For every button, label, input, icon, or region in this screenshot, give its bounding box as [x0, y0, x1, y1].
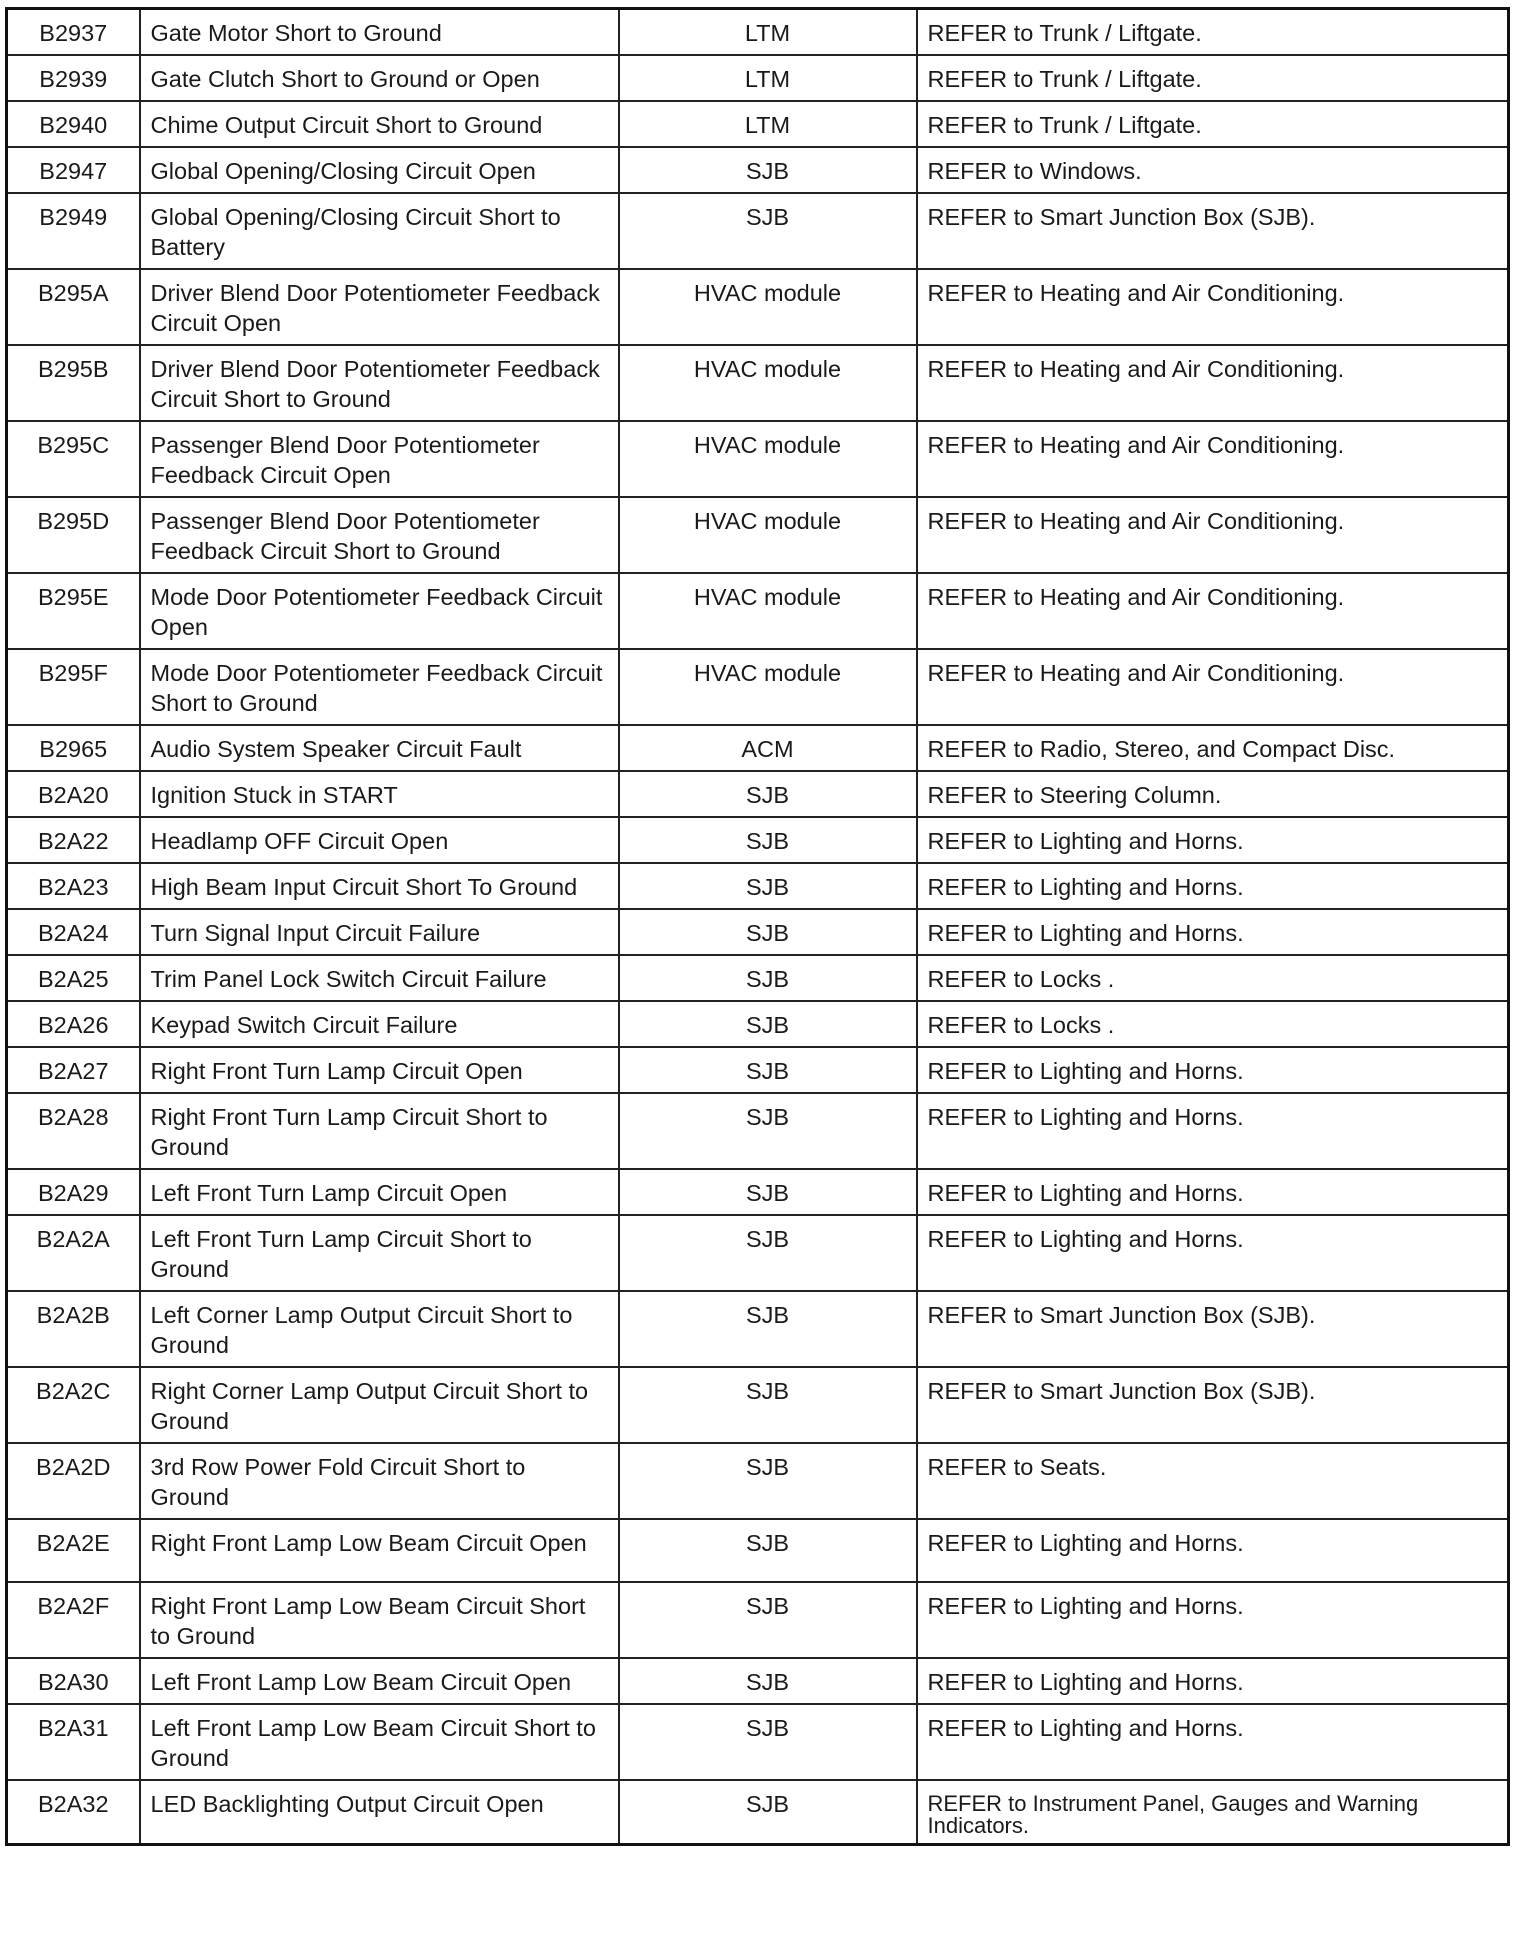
- dtc-code-cell: B2949: [7, 193, 140, 269]
- dtc-action-cell: REFER to Lighting and Horns.: [917, 1093, 1509, 1169]
- dtc-action-cell: REFER to Lighting and Horns.: [917, 1519, 1509, 1582]
- table-row: [7, 649, 1509, 725]
- dtc-code-cell: B2A32: [7, 1780, 140, 1845]
- table-row: [7, 1047, 1509, 1093]
- dtc-description-cell: 3rd Row Power Fold Circuit Short to Ground: [140, 1443, 619, 1519]
- dtc-action-cell: REFER to Seats.: [917, 1443, 1509, 1519]
- table-row: [7, 497, 1509, 573]
- table-row: [7, 725, 1509, 771]
- dtc-code-cell: B295C: [7, 421, 140, 497]
- dtc-code-cell: B2A28: [7, 1093, 140, 1169]
- dtc-action-cell: REFER to Heating and Air Conditioning.: [917, 269, 1509, 345]
- dtc-description-cell: Right Front Lamp Low Beam Circuit Short to Ground: [140, 1582, 619, 1658]
- table-row: [7, 1704, 1509, 1780]
- dtc-module-cell: SJB: [619, 771, 917, 817]
- dtc-description-cell: Trim Panel Lock Switch Circuit Failure: [140, 955, 619, 1001]
- dtc-action-cell: REFER to Lighting and Horns.: [917, 1169, 1509, 1215]
- dtc-description-cell: Driver Blend Door Potentiometer Feedback Circuit Short to Ground: [140, 345, 619, 421]
- dtc-description-cell: Gate Clutch Short to Ground or Open: [140, 55, 619, 101]
- table-row: [7, 9, 1509, 56]
- dtc-module-cell: HVAC module: [619, 649, 917, 725]
- table-row: [7, 1519, 1509, 1582]
- dtc-action-cell: REFER to Radio, Stereo, and Compact Disc.: [917, 725, 1509, 771]
- dtc-description-cell: Driver Blend Door Potentiometer Feedback Circuit Open: [140, 269, 619, 345]
- dtc-code-cell: B295B: [7, 345, 140, 421]
- dtc-action-cell: REFER to Instrument Panel, Gauges and Warning Indicators.: [917, 1780, 1509, 1845]
- dtc-action-cell: REFER to Lighting and Horns.: [917, 863, 1509, 909]
- dtc-module-cell: SJB: [619, 1215, 917, 1291]
- dtc-description-cell: Left Front Lamp Low Beam Circuit Short to Ground: [140, 1704, 619, 1780]
- dtc-action-cell: REFER to Smart Junction Box (SJB).: [917, 193, 1509, 269]
- dtc-module-cell: SJB: [619, 1582, 917, 1658]
- table-row: [7, 1001, 1509, 1047]
- dtc-code-cell: B2965: [7, 725, 140, 771]
- dtc-module-cell: SJB: [619, 1443, 917, 1519]
- dtc-action-cell: REFER to Heating and Air Conditioning.: [917, 649, 1509, 725]
- dtc-module-cell: LTM: [619, 55, 917, 101]
- dtc-code-cell: B2937: [7, 9, 140, 56]
- dtc-action-cell: REFER to Locks .: [917, 1001, 1509, 1047]
- dtc-action-cell: REFER to Trunk / Liftgate.: [917, 101, 1509, 147]
- dtc-code-cell: B2A2A: [7, 1215, 140, 1291]
- dtc-action-cell: REFER to Heating and Air Conditioning.: [917, 573, 1509, 649]
- dtc-code-cell: B2A22: [7, 817, 140, 863]
- dtc-module-cell: HVAC module: [619, 573, 917, 649]
- dtc-code-cell: B2A2C: [7, 1367, 140, 1443]
- dtc-module-cell: LTM: [619, 101, 917, 147]
- dtc-description-cell: Keypad Switch Circuit Failure: [140, 1001, 619, 1047]
- dtc-action-cell: REFER to Smart Junction Box (SJB).: [917, 1291, 1509, 1367]
- dtc-description-cell: Headlamp OFF Circuit Open: [140, 817, 619, 863]
- dtc-description-cell: Chime Output Circuit Short to Ground: [140, 101, 619, 147]
- dtc-description-cell: Global Opening/Closing Circuit Open: [140, 147, 619, 193]
- dtc-description-cell: Right Front Turn Lamp Circuit Open: [140, 1047, 619, 1093]
- dtc-code-cell: B2A20: [7, 771, 140, 817]
- table-row: [7, 909, 1509, 955]
- dtc-action-cell: REFER to Trunk / Liftgate.: [917, 9, 1509, 56]
- table-row: [7, 1658, 1509, 1704]
- dtc-description-cell: Left Front Turn Lamp Circuit Open: [140, 1169, 619, 1215]
- dtc-module-cell: SJB: [619, 955, 917, 1001]
- table-row: [7, 345, 1509, 421]
- dtc-action-cell: REFER to Lighting and Horns.: [917, 1704, 1509, 1780]
- table-row: [7, 1367, 1509, 1443]
- dtc-action-cell: REFER to Heating and Air Conditioning.: [917, 421, 1509, 497]
- table-row: [7, 863, 1509, 909]
- dtc-description-cell: Right Corner Lamp Output Circuit Short to Ground: [140, 1367, 619, 1443]
- dtc-code-cell: B2A31: [7, 1704, 140, 1780]
- dtc-module-cell: SJB: [619, 1291, 917, 1367]
- dtc-table: [5, 7, 1510, 1846]
- table-row: [7, 1291, 1509, 1367]
- dtc-module-cell: SJB: [619, 863, 917, 909]
- dtc-description-cell: High Beam Input Circuit Short To Ground: [140, 863, 619, 909]
- dtc-module-cell: SJB: [619, 817, 917, 863]
- dtc-action-cell: REFER to Lighting and Horns.: [917, 1582, 1509, 1658]
- table-row: [7, 1093, 1509, 1169]
- dtc-module-cell: HVAC module: [619, 345, 917, 421]
- dtc-action-cell: REFER to Steering Column.: [917, 771, 1509, 817]
- dtc-code-cell: B2A2F: [7, 1582, 140, 1658]
- dtc-description-cell: Right Front Turn Lamp Circuit Short to Ground: [140, 1093, 619, 1169]
- dtc-description-cell: Turn Signal Input Circuit Failure: [140, 909, 619, 955]
- dtc-module-cell: HVAC module: [619, 421, 917, 497]
- dtc-module-cell: SJB: [619, 1047, 917, 1093]
- dtc-description-cell: Left Front Lamp Low Beam Circuit Open: [140, 1658, 619, 1704]
- dtc-module-cell: SJB: [619, 193, 917, 269]
- dtc-action-cell: REFER to Smart Junction Box (SJB).: [917, 1367, 1509, 1443]
- dtc-description-cell: Audio System Speaker Circuit Fault: [140, 725, 619, 771]
- dtc-module-cell: LTM: [619, 9, 917, 56]
- dtc-action-cell: REFER to Lighting and Horns.: [917, 1658, 1509, 1704]
- dtc-table-body: [7, 9, 1509, 1845]
- dtc-module-cell: SJB: [619, 1001, 917, 1047]
- dtc-action-cell: REFER to Windows.: [917, 147, 1509, 193]
- dtc-module-cell: SJB: [619, 1093, 917, 1169]
- dtc-module-cell: SJB: [619, 147, 917, 193]
- dtc-module-cell: SJB: [619, 909, 917, 955]
- dtc-action-cell: REFER to Lighting and Horns.: [917, 817, 1509, 863]
- dtc-module-cell: SJB: [619, 1367, 917, 1443]
- table-row: [7, 771, 1509, 817]
- dtc-action-cell: REFER to Lighting and Horns.: [917, 1215, 1509, 1291]
- dtc-module-cell: SJB: [619, 1704, 917, 1780]
- dtc-description-cell: Global Opening/Closing Circuit Short to Battery: [140, 193, 619, 269]
- dtc-code-cell: B2A24: [7, 909, 140, 955]
- table-row: [7, 817, 1509, 863]
- dtc-action-cell: REFER to Lighting and Horns.: [917, 909, 1509, 955]
- table-row: [7, 269, 1509, 345]
- dtc-module-cell: SJB: [619, 1658, 917, 1704]
- dtc-code-cell: B2939: [7, 55, 140, 101]
- table-row: [7, 1582, 1509, 1658]
- table-row: [7, 55, 1509, 101]
- dtc-description-cell: Gate Motor Short to Ground: [140, 9, 619, 56]
- dtc-code-cell: B295E: [7, 573, 140, 649]
- table-row: [7, 1215, 1509, 1291]
- table-row: [7, 1443, 1509, 1519]
- dtc-code-cell: B2A25: [7, 955, 140, 1001]
- table-row: [7, 573, 1509, 649]
- dtc-code-cell: B2A30: [7, 1658, 140, 1704]
- dtc-description-cell: Left Corner Lamp Output Circuit Short to Ground: [140, 1291, 619, 1367]
- table-row: [7, 101, 1509, 147]
- dtc-code-cell: B295A: [7, 269, 140, 345]
- table-row: [7, 1169, 1509, 1215]
- dtc-action-cell: REFER to Heating and Air Conditioning.: [917, 497, 1509, 573]
- dtc-code-cell: B2A2E: [7, 1519, 140, 1582]
- dtc-module-cell: SJB: [619, 1780, 917, 1845]
- dtc-module-cell: HVAC module: [619, 497, 917, 573]
- table-row: [7, 147, 1509, 193]
- dtc-code-cell: B2947: [7, 147, 140, 193]
- dtc-code-cell: B2A2B: [7, 1291, 140, 1367]
- dtc-code-cell: B2A27: [7, 1047, 140, 1093]
- dtc-action-cell: REFER to Trunk / Liftgate.: [917, 55, 1509, 101]
- dtc-module-cell: HVAC module: [619, 269, 917, 345]
- dtc-description-cell: Mode Door Potentiometer Feedback Circuit Open: [140, 573, 619, 649]
- dtc-code-cell: B295D: [7, 497, 140, 573]
- dtc-description-cell: Left Front Turn Lamp Circuit Short to Ground: [140, 1215, 619, 1291]
- dtc-code-cell: B2A26: [7, 1001, 140, 1047]
- dtc-action-cell: REFER to Heating and Air Conditioning.: [917, 345, 1509, 421]
- dtc-code-cell: B2940: [7, 101, 140, 147]
- dtc-module-cell: ACM: [619, 725, 917, 771]
- dtc-description-cell: LED Backlighting Output Circuit Open: [140, 1780, 619, 1845]
- dtc-action-cell: REFER to Lighting and Horns.: [917, 1047, 1509, 1093]
- dtc-description-cell: Right Front Lamp Low Beam Circuit Open: [140, 1519, 619, 1582]
- dtc-module-cell: SJB: [619, 1169, 917, 1215]
- table-row: [7, 421, 1509, 497]
- table-row: [7, 193, 1509, 269]
- dtc-description-cell: Passenger Blend Door Potentiometer Feedback Circuit Short to Ground: [140, 497, 619, 573]
- dtc-code-cell: B2A29: [7, 1169, 140, 1215]
- dtc-code-cell: B2A2D: [7, 1443, 140, 1519]
- table-row: [7, 1780, 1509, 1845]
- dtc-description-cell: Passenger Blend Door Potentiometer Feedback Circuit Open: [140, 421, 619, 497]
- dtc-description-cell: Ignition Stuck in START: [140, 771, 619, 817]
- dtc-code-cell: B2A23: [7, 863, 140, 909]
- dtc-description-cell: Mode Door Potentiometer Feedback Circuit Short to Ground: [140, 649, 619, 725]
- dtc-module-cell: SJB: [619, 1519, 917, 1582]
- dtc-code-cell: B295F: [7, 649, 140, 725]
- dtc-action-cell: REFER to Locks .: [917, 955, 1509, 1001]
- table-row: [7, 955, 1509, 1001]
